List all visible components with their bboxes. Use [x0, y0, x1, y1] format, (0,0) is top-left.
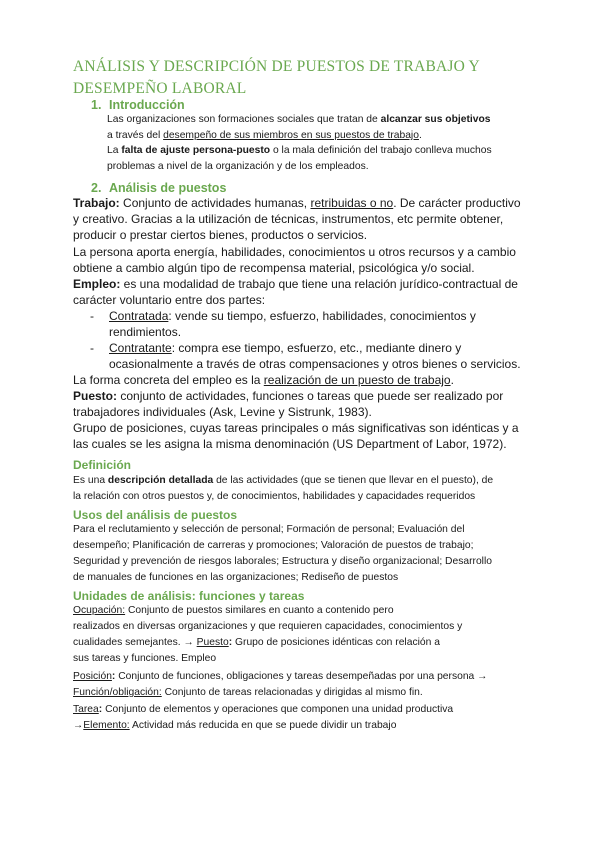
subheading-usos: Usos del análisis de puestos [73, 508, 238, 522]
text: y creativo. Gracias a la utilización de técnicas, instrumentos, etc permite obtener, [73, 212, 504, 226]
text: rendimientos. [109, 325, 182, 339]
text: trabajadores individuales (Ask, Levine y Sistrunk, 1983). [73, 405, 372, 419]
text: Conjunto de actividades humanas, [119, 196, 311, 210]
term: Trabajo: [73, 196, 120, 210]
text: de las actividades (que se tienen que llevar en el puesto), de [213, 475, 494, 486]
bold-text: descripción detallada [107, 475, 214, 486]
section-number: 1. [91, 98, 102, 112]
underlined-term: Puesto [196, 637, 229, 648]
forma-paragraph [73, 372, 454, 388]
persona-paragraph [73, 244, 516, 276]
underlined-term: Ocupación: [73, 605, 126, 616]
text: sus tareas y funciones. Empleo [73, 653, 217, 664]
term: Puesto: [73, 389, 118, 403]
text: Grupo de posiciones, cuyas tareas principales o más significativas son idénticas y a [73, 421, 519, 435]
document-title [73, 56, 533, 100]
text: Grupo de posiciones idénticas con relación a [232, 637, 440, 648]
term: Empleo: [73, 277, 121, 291]
section-number: 2. [91, 181, 102, 195]
text: de manuales de funciones en las organizaciones; Rediseño de puestos [73, 572, 399, 583]
text: a través del [107, 130, 164, 141]
text: conjunto de actividades, funciones o tareas que puede ser realizado por [117, 389, 504, 403]
text: : [98, 704, 103, 715]
text: cualidades semejantes. → [73, 637, 197, 648]
bold-text: alcanzar sus objetivos [380, 114, 491, 125]
text: . [450, 373, 454, 387]
text: Para el reclutamiento y selección de personal; Formación de personal; Evaluación del [73, 524, 465, 535]
text: ocasionalmente a través de otras compensaciones y otros bienes o servicios. [109, 357, 521, 371]
subheading-unidades: Unidades de análisis: funciones y tareas [73, 589, 305, 603]
text: . De carácter productivo [393, 196, 521, 210]
text: Seguridad y prevención de riesgos laborales; Estructura y diseño organizacional; Desarrollo [73, 556, 492, 567]
text: Actividad más reducida en que se puede dividir un trabajo [129, 720, 397, 731]
text: Es una [73, 475, 108, 486]
text: : [111, 671, 116, 682]
underlined-term: Contratada [109, 309, 169, 323]
empleo-definition [73, 276, 518, 308]
intro-paragraph-2 [107, 143, 492, 175]
list-item-contratante [109, 340, 521, 372]
subheading-definicion: Definición [73, 458, 132, 472]
text: o la mala definición del trabajo conlleva muchos [270, 145, 492, 156]
text: La persona aporta energía, habilidades, conocimientos u otros recursos y a cambio [73, 245, 516, 259]
section-title: Introducción [109, 98, 185, 112]
underlined-text: realización de un puesto de trabajo [263, 373, 451, 387]
underlined-text: retribuidas o no [310, 196, 394, 210]
section-title: Análisis de puestos [109, 181, 227, 195]
text: obtiene a cambio algún tipo de recompensa material, psicológica y/o social. [73, 261, 475, 275]
text: realizados en diversas organizaciones y que requieren capacidades, conocimientos y [73, 621, 463, 632]
text: es una modalidad de trabajo que tiene una relación jurídico-contractual de [120, 277, 518, 291]
text: : vende su tiempo, esfuerzo, habilidades, conocimientos y [168, 309, 476, 323]
usos-paragraph [73, 522, 492, 586]
posicion-paragraph [73, 669, 487, 701]
text: Conjunto de elementos y operaciones que componen una unidad productiva [102, 704, 454, 715]
tarea-paragraph [73, 702, 453, 734]
underlined-term: Posición [73, 671, 112, 682]
text: carácter voluntario entre dos partes: [73, 293, 266, 307]
trabajo-definition [73, 195, 521, 243]
underlined-term: Tarea [73, 704, 99, 715]
list-bullet: - [90, 341, 94, 355]
text: Las organizaciones son formaciones sociales que tratan de [107, 114, 381, 125]
text: Conjunto de puestos similares en cuanto a contenido pero [125, 605, 394, 616]
title-line-1: ANÁLISIS Y DESCRIPCIÓN DE PUESTOS DE TRABAJO Y [73, 58, 480, 75]
underlined-term: Elemento: [83, 720, 130, 731]
text: desempeño; Planificación de carreras y promociones; Valoración de puestos de trabajo; [73, 540, 474, 551]
definicion-paragraph [73, 473, 493, 505]
text: las cuales se les asigna la misma denominación (US Department of Labor, 1972). [73, 437, 507, 451]
text: problemas a nivel de la organización y de los empleados. [107, 161, 369, 172]
underlined-term: Función/obligación: [73, 687, 162, 698]
text: producir o prestar ciertos bienes, productos o servicios. [73, 228, 368, 242]
text: La [107, 145, 122, 156]
text: : [228, 637, 233, 648]
text: La forma concreta del empleo es la [73, 373, 264, 387]
intro-paragraph-1 [107, 112, 491, 144]
list-item-contratada [109, 308, 476, 340]
arrow-icon: → [73, 720, 84, 731]
underlined-text: desempeño de sus miembros en sus puestos de trabajo [163, 130, 419, 141]
text: . [418, 130, 422, 141]
text: Conjunto de tareas relacionadas y dirigidas al mismo fin. [161, 687, 423, 698]
puesto-definition [73, 388, 519, 452]
bold-text: falta de ajuste persona-puesto [121, 145, 271, 156]
text: la relación con otros puestos y, de conocimientos, habilidades y capacidades requeridos [73, 491, 476, 502]
text: : compra ese tiempo, esfuerzo, etc., mediante dinero y [171, 341, 462, 355]
section-heading-analisis [91, 180, 226, 196]
underlined-term: Contratante [109, 341, 172, 355]
ocupacion-paragraph [73, 603, 462, 667]
title-line-2: DESEMPEÑO LABORAL [73, 80, 247, 97]
text: Conjunto de funciones, obligaciones y tareas desempeñadas por una persona → [115, 671, 488, 682]
list-bullet: - [90, 309, 94, 323]
section-heading-introduccion [91, 97, 185, 113]
